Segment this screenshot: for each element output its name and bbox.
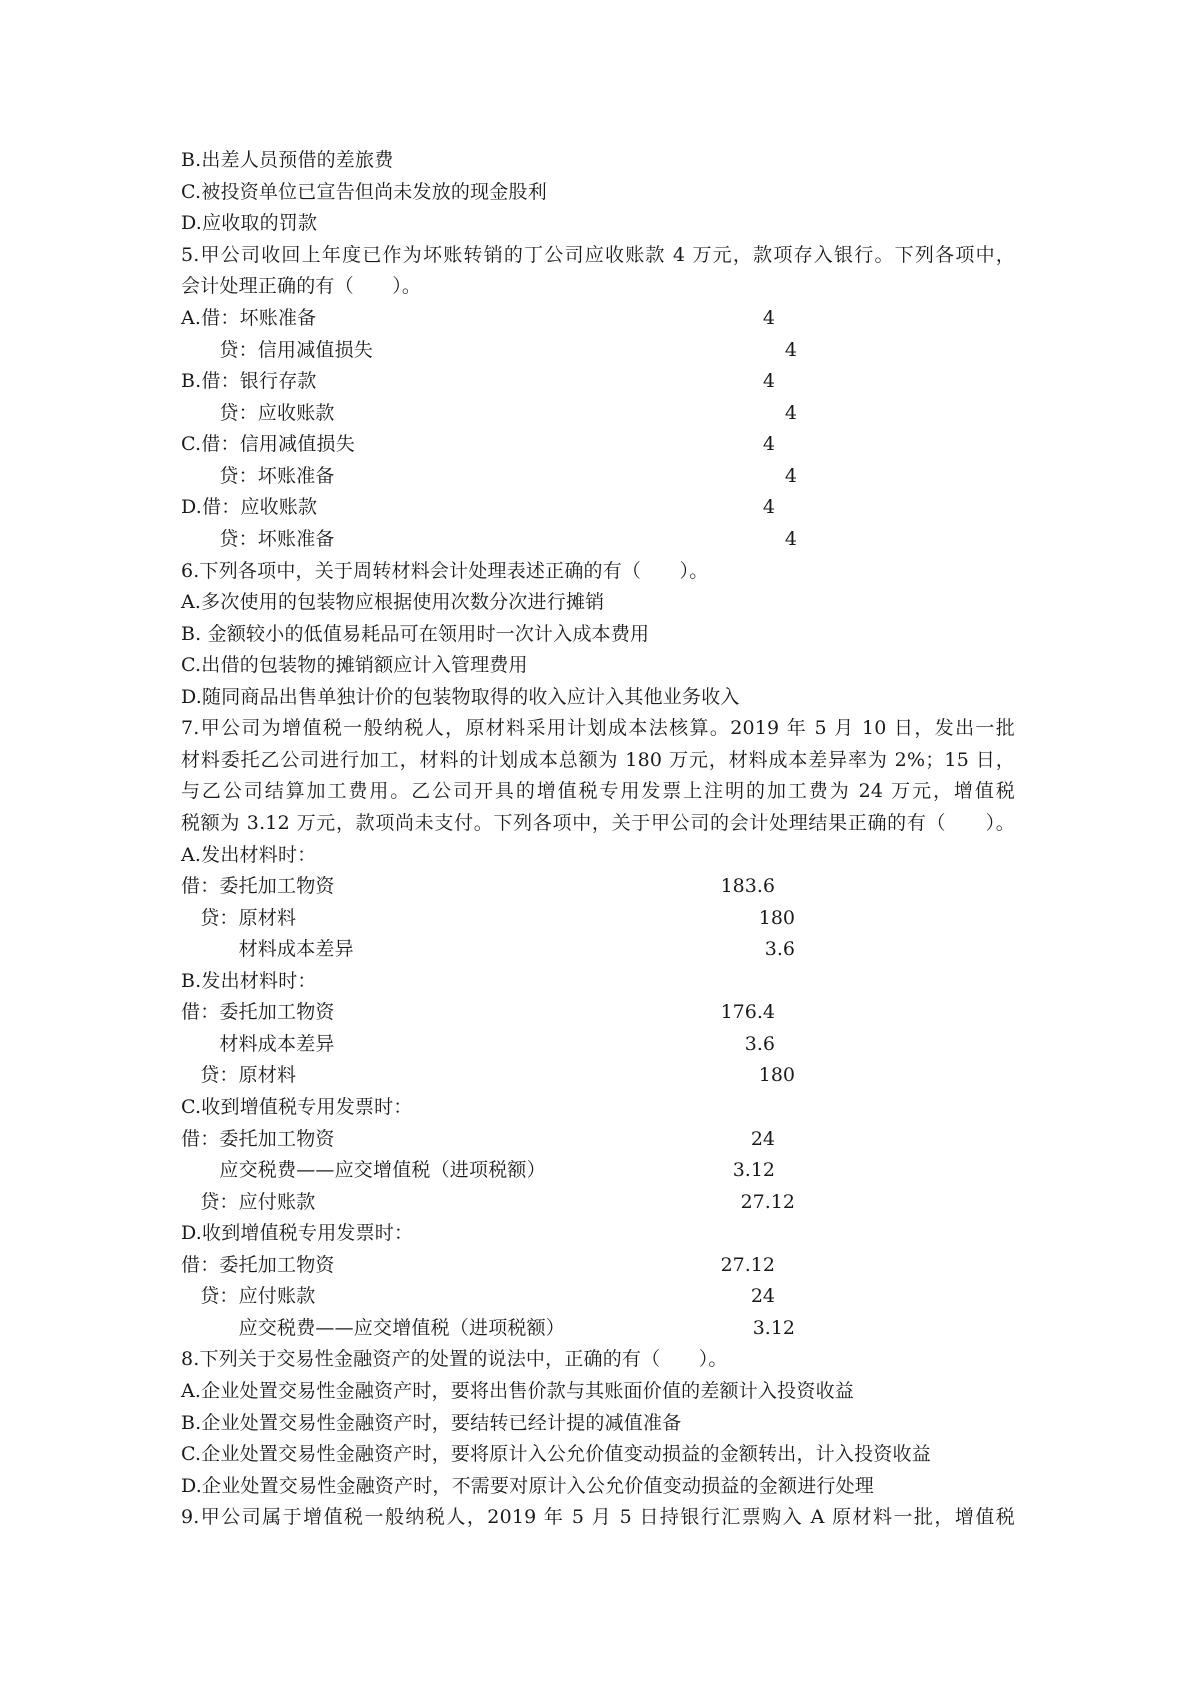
q5-a-credit: 贷：信用减值损失 (181, 339, 374, 361)
q5-d-credit: 贷：坏账准备 (181, 528, 335, 550)
q5-d-credit-amount: 4 (784, 528, 797, 550)
q5-c-credit-amount: 4 (784, 465, 797, 487)
question-7-text-2: 材料委托乙公司进行加工，材料的计划成本总额为 180 万元，材料成本差异率为 2%；15 日， (181, 749, 1015, 771)
option-d-penalty: D.应收取的罚款 (181, 212, 318, 234)
q7-a-credit-2-amount: 3.6 (764, 938, 795, 960)
q5-c-debit-amount: 4 (762, 433, 775, 455)
q6-option-c: C.出借的包装物的摊销额应计入管理费用 (181, 654, 528, 676)
question-6-text: 6.下列各项中，关于周转材料会计处理表述正确的有（ ）。 (181, 560, 709, 582)
q7-d-title: D.收到增值税专用发票时： (181, 1222, 414, 1244)
q5-d-debit-amount: 4 (762, 496, 775, 518)
q5-a-debit: A.借：坏账准备 (181, 307, 317, 329)
q7-a-credit-2: 材料成本差异 (181, 938, 354, 960)
q7-b-title: B.发出材料时： (181, 970, 317, 992)
q5-c-debit: C.借：信用减值损失 (181, 433, 355, 455)
q7-c-debit-1: 借：委托加工物资 (181, 1128, 335, 1150)
question-8-text: 8.下列关于交易性金融资产的处置的说法中，正确的有（ ）。 (181, 1348, 728, 1370)
q7-b-debit-2-amount: 3.6 (744, 1033, 775, 1055)
q7-a-title: A.发出材料时： (181, 844, 317, 866)
q6-option-a: A.多次使用的包装物应根据使用次数分次进行摊销 (181, 591, 605, 613)
q7-c-credit: 贷：应付账款 (181, 1191, 316, 1213)
q7-d-debit: 借：委托加工物资 (181, 1254, 335, 1276)
question-7-text-3: 与乙公司结算加工费用。乙公司开具的增值税专用发票上注明的加工费为 24 万元，增值税 (181, 780, 1015, 802)
q5-b-credit-amount: 4 (784, 402, 797, 424)
q5-a-debit-amount: 4 (762, 307, 775, 329)
q8-option-a: A.企业处置交易性金融资产时，要将出售价款与其账面价值的差额计入投资收益 (181, 1380, 854, 1402)
q8-option-c: C.企业处置交易性金融资产时，要将原计入公允价值变动损益的金额转出，计入投资收益 (181, 1443, 931, 1465)
q7-a-credit-1-amount: 180 (758, 907, 795, 929)
question-5-text: 5.甲公司收回上年度已作为坏账转销的丁公司应收账款 4 万元，款项存入银行。下列各项中， (181, 244, 1015, 266)
q7-b-debit-1-amount: 176.4 (720, 1001, 775, 1023)
q7-d-debit-amount: 27.12 (720, 1254, 775, 1276)
q5-c-credit: 贷：坏账准备 (181, 465, 335, 487)
q7-c-credit-amount: 27.12 (740, 1191, 795, 1213)
q6-option-d: D.随同商品出售单独计价的包装物取得的收入应计入其他业务收入 (181, 686, 740, 708)
option-b-travel-advance: B.出差人员预借的差旅费 (181, 149, 394, 171)
q7-b-debit-1: 借：委托加工物资 (181, 1001, 335, 1023)
q7-d-credit-2-amount: 3.12 (752, 1317, 795, 1339)
q7-c-debit-1-amount: 24 (750, 1128, 775, 1150)
question-7-text-4: 税额为 3.12 万元，款项尚未支付。下列各项中，关于甲公司的会计处理结果正确的有（ ）。 (181, 812, 1015, 834)
q8-option-d: D.企业处置交易性金融资产时，不需要对原计入公允价值变动损益的金额进行处理 (181, 1475, 874, 1497)
q6-option-b: B. 金额较小的低值易耗品可在领用时一次计入成本费用 (181, 623, 650, 645)
q7-b-debit-2: 材料成本差异 (181, 1033, 335, 1055)
q5-a-credit-amount: 4 (784, 339, 797, 361)
q7-d-credit-2: 应交税费——应交增值税（进项税额） (181, 1317, 566, 1339)
q5-d-debit: D.借：应收账款 (181, 496, 318, 518)
q7-a-debit: 借：委托加工物资 (181, 875, 335, 897)
question-7-text: 7.甲公司为增值税一般纳税人，原材料采用计划成本法核算。2019 年 5 月 10 日，发出一批 (181, 717, 1015, 739)
option-c-dividend: C.被投资单位已宣告但尚未发放的现金股利 (181, 181, 547, 203)
q5-b-debit-amount: 4 (762, 370, 775, 392)
q7-a-credit-1: 贷：原材料 (181, 907, 297, 929)
q7-d-credit-1: 贷：应付账款 (181, 1285, 316, 1307)
question-5-text-cont: 会计处理正确的有（ ）。 (181, 275, 422, 297)
q5-b-debit: B.借：银行存款 (181, 370, 317, 392)
q7-d-credit-1-amount: 24 (750, 1285, 775, 1307)
q7-c-debit-2: 应交税费——应交增值税（进项税额） (181, 1159, 546, 1181)
question-9-text: 9.甲公司属于增值税一般纳税人，2019 年 5 月 5 日持银行汇票购入 A 原材料一批，增值税 (181, 1506, 1015, 1528)
q8-option-b: B.企业处置交易性金融资产时，要结转已经计提的减值准备 (181, 1412, 682, 1434)
q7-c-title: C.收到增值税专用发票时： (181, 1096, 413, 1118)
q7-b-credit-amount: 180 (758, 1064, 795, 1086)
q7-a-debit-amount: 183.6 (720, 875, 775, 897)
q7-b-credit: 贷：原材料 (181, 1064, 297, 1086)
q7-c-debit-2-amount: 3.12 (732, 1159, 775, 1181)
q5-b-credit: 贷：应收账款 (181, 402, 335, 424)
